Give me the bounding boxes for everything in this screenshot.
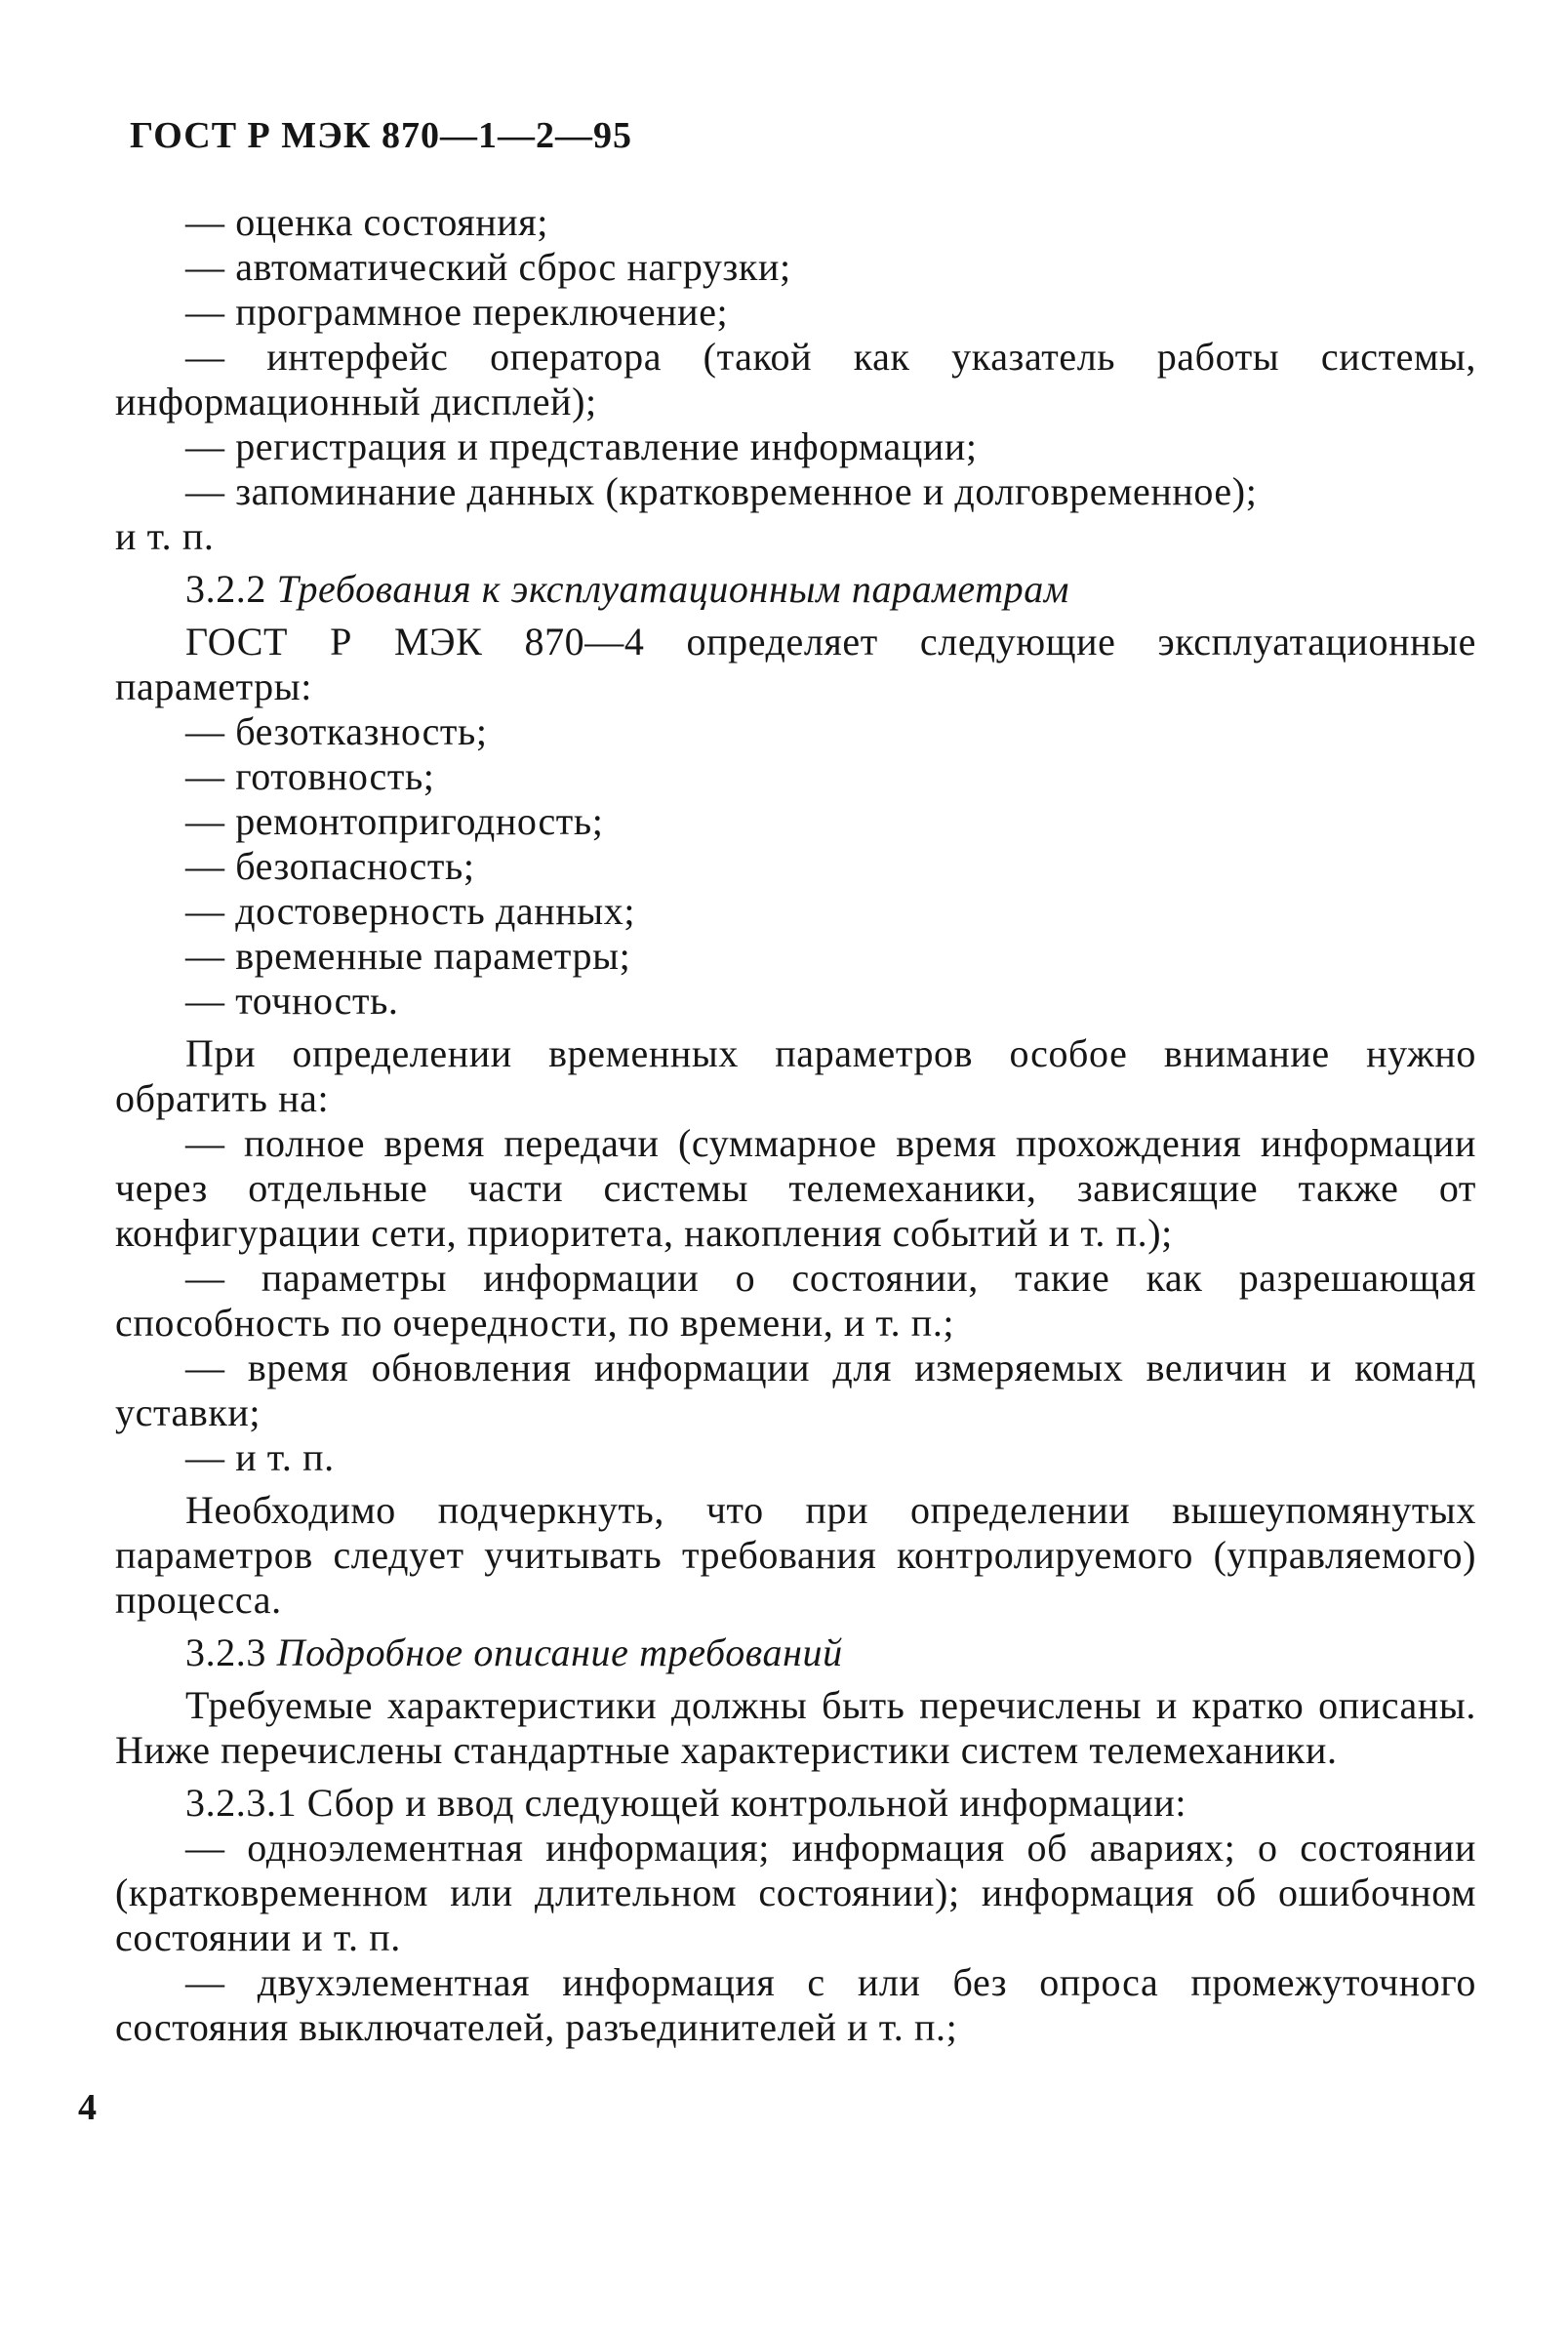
list-item: — ремонтопригодность; [185, 799, 604, 843]
list-item: — достоверность данных; [185, 889, 636, 933]
list-end: и т. п. [115, 514, 215, 558]
section-heading-3-2-3 [115, 1630, 1476, 1675]
list-item: — интерфейс оператора (такой как указатель работы системы, информационный дисплей); [115, 335, 1476, 423]
page-body [115, 200, 1476, 2050]
list-item: — двухэлементная информация с или без опроса промежуточного состояния выключателей, разъединителей и т. п.; [115, 1960, 1476, 2049]
list-item: — программное переключение; [185, 290, 729, 334]
section-number: 3.2.3 [185, 1630, 266, 1674]
section-title: Подробное описание требований [276, 1630, 843, 1674]
list-item: — время обновления информации для измеряемых величин и команд уставки; [115, 1346, 1476, 1434]
section-number: 3.2.2 [185, 567, 266, 611]
section-title: Требования к эксплуатационным параметрам [276, 567, 1070, 611]
paragraph: При определении временных параметров особое внимание нужно обратить на: [115, 1031, 1476, 1120]
section-heading-3-2-3-1: 3.2.3.1 Сбор и ввод следующей контрольной информации: [185, 1781, 1187, 1825]
list-item: — временные параметры; [185, 934, 631, 978]
paragraph: ГОСТ Р МЭК 870—4 определяет следующие эксплуатационные параметры: [115, 620, 1476, 708]
info-list [115, 1826, 1476, 2050]
page-number: 4 [78, 2087, 97, 2128]
list-item: — регистрация и представление информации; [185, 424, 978, 468]
list-item: — запоминание данных (кратковременное и долговременное); [185, 469, 1258, 513]
list-item: — оценка состояния; [185, 200, 548, 244]
list-item: — параметры информации о состоянии, такие как разрешающая способность по очередности, по времени, и т. п.; [115, 1256, 1476, 1345]
parameters-list [115, 709, 1476, 1024]
list-item: — готовность; [185, 754, 435, 798]
list-item: — одноэлементная информация; информация об авариях; о состоянии (кратковременном или длительном состоянии); информация об ошибочном состоянии и т. п. [115, 1826, 1476, 1959]
list-item: — безопасность; [185, 844, 475, 888]
section-heading-3-2-2 [115, 567, 1476, 612]
paragraph: Требуемые характеристики должны быть перечислены и кратко описаны. Ниже перечислены стандартные характеристики систем телемеханики. [115, 1683, 1476, 1772]
list-item: — и т. п. [185, 1435, 335, 1479]
document-header: ГОСТ Р МЭК 870—1—2—95 [130, 115, 632, 156]
paragraph: Необходимо подчеркнуть, что при определении вышеупомянутых параметров следует учитывать требования контролируемого (управляемого) процесса. [115, 1488, 1476, 1622]
timing-list [115, 1121, 1476, 1480]
list-top [115, 200, 1476, 559]
list-item: — полное время передачи (суммарное время прохождения информации через отдельные части системы телемеханики, зависящие также от конфигурации сети, приоритета, накопления событий и т. п.); [115, 1121, 1476, 1255]
list-item: — безотказность; [185, 709, 488, 753]
list-item: — автоматический сброс нагрузки; [185, 245, 791, 289]
list-item: — точность. [185, 979, 399, 1023]
